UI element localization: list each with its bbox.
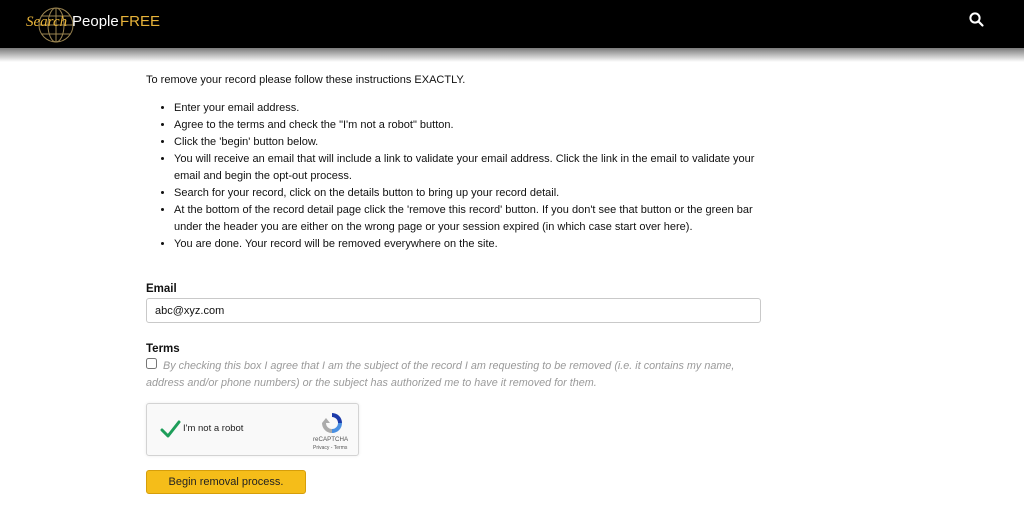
terms-text: By checking this box I agree that I am the subject of the record I am requesting to be removed (i.e. it contains my name, address and/or phone numbers) or the subject has authorized me to have it removed for them. — [146, 360, 735, 389]
instruction-step: • You are done. Your record will be removed everywhere on the site. — [174, 236, 766, 253]
recaptcha-privacy-terms-links[interactable]: Privacy - Terms — [313, 445, 348, 451]
instruction-step: • You will receive an email that will include a link to validate your email address. Click the link in the email to validate your email and begin the opt-out process. — [174, 151, 766, 185]
email-field[interactable] — [146, 298, 761, 323]
email-label: Email — [146, 283, 177, 295]
header-shadow — [0, 48, 1024, 62]
recaptcha-label: I'm not a robot — [183, 423, 244, 434]
site-logo[interactable] — [24, 5, 164, 43]
instruction-step: • Enter your email address. — [174, 100, 766, 117]
search-button[interactable] — [967, 10, 987, 30]
terms-label: Terms — [146, 343, 180, 355]
instructions-list — [146, 100, 766, 253]
logo-word-free: FREE — [120, 13, 161, 30]
checkmark-icon[interactable] — [159, 418, 181, 440]
instructions-intro: To remove your record please follow these instructions EXACTLY. — [146, 74, 466, 86]
recaptcha-brand: reCAPTCHA — [313, 436, 349, 443]
instructions-section — [146, 72, 766, 253]
instruction-step: • Search for your record, click on the details button to bring up your record detail. — [174, 185, 766, 202]
instruction-step: • At the bottom of the record detail page click the 'remove this record' button. If you don't see that button or the green bar under the header you are either on the wrong page or your session expired (in which case start over here). — [174, 202, 766, 236]
site-header — [0, 0, 1024, 48]
instruction-step: • Agree to the terms and check the "I'm not a robot" button. — [174, 117, 766, 134]
search-icon — [967, 10, 987, 30]
recaptcha-logo-icon — [320, 411, 344, 435]
begin-removal-button[interactable]: Begin removal process. — [146, 470, 306, 494]
logo-word-people: People — [72, 13, 119, 30]
recaptcha-widget[interactable] — [146, 403, 359, 456]
terms-checkbox[interactable] — [146, 358, 157, 369]
instruction-step: • Click the 'begin' button below. — [174, 134, 766, 151]
logo-word-search: Search — [26, 14, 68, 30]
